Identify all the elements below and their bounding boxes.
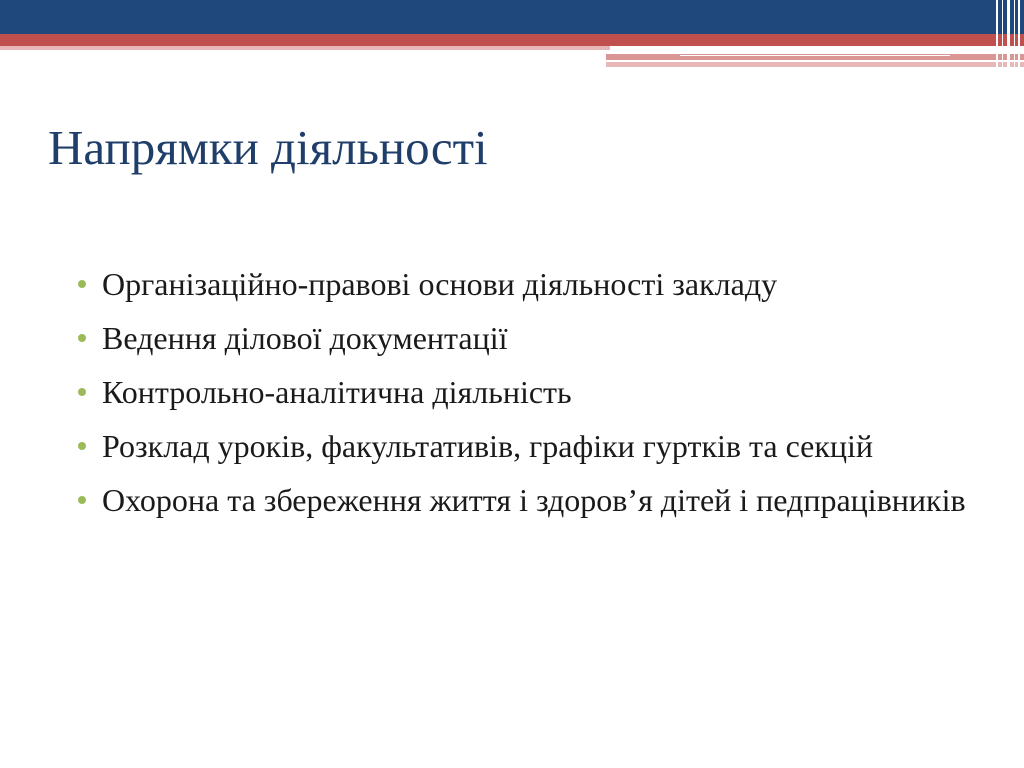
vertical-stripe [1014,0,1015,68]
vertical-stripe [996,0,998,68]
bullet-text: Організаційно-правові основи діяльності закладу [102,266,778,302]
bullet-dot-icon [78,334,86,342]
bullet-dot-icon [78,496,86,504]
bullet-list [76,260,976,530]
bullet-text: Контрольно-аналітична діяльність [102,374,572,410]
bullet-text: Ведення ділової документації [102,320,508,356]
bullet-item [76,260,976,308]
header-band-red [0,34,1024,46]
vertical-stripe [1007,0,1010,68]
bullet-dot-icon [78,388,86,396]
bullet-item [76,476,976,524]
header-band-right-stripe-2 [606,62,1024,67]
bullet-item [76,368,976,416]
header-band-blue [0,0,1024,34]
vertical-stripe [1018,0,1020,68]
bullet-dot-icon [78,442,86,450]
header-band-red-light [0,46,610,50]
bullet-text: Охорона та збереження життя і здоров’я дітей і педпрацівників [102,482,966,518]
vertical-stripe [1002,0,1003,68]
header-vertical-stripes [990,0,1024,68]
slide-title: Напрямки діяльності [48,120,488,175]
bullet-text: Розклад уроків, факультативів, графіки гуртків та секцій [102,428,874,464]
bullet-dot-icon [78,280,86,288]
bullet-item [76,422,976,470]
header-thin-line [680,55,950,56]
bullet-item [76,314,976,362]
